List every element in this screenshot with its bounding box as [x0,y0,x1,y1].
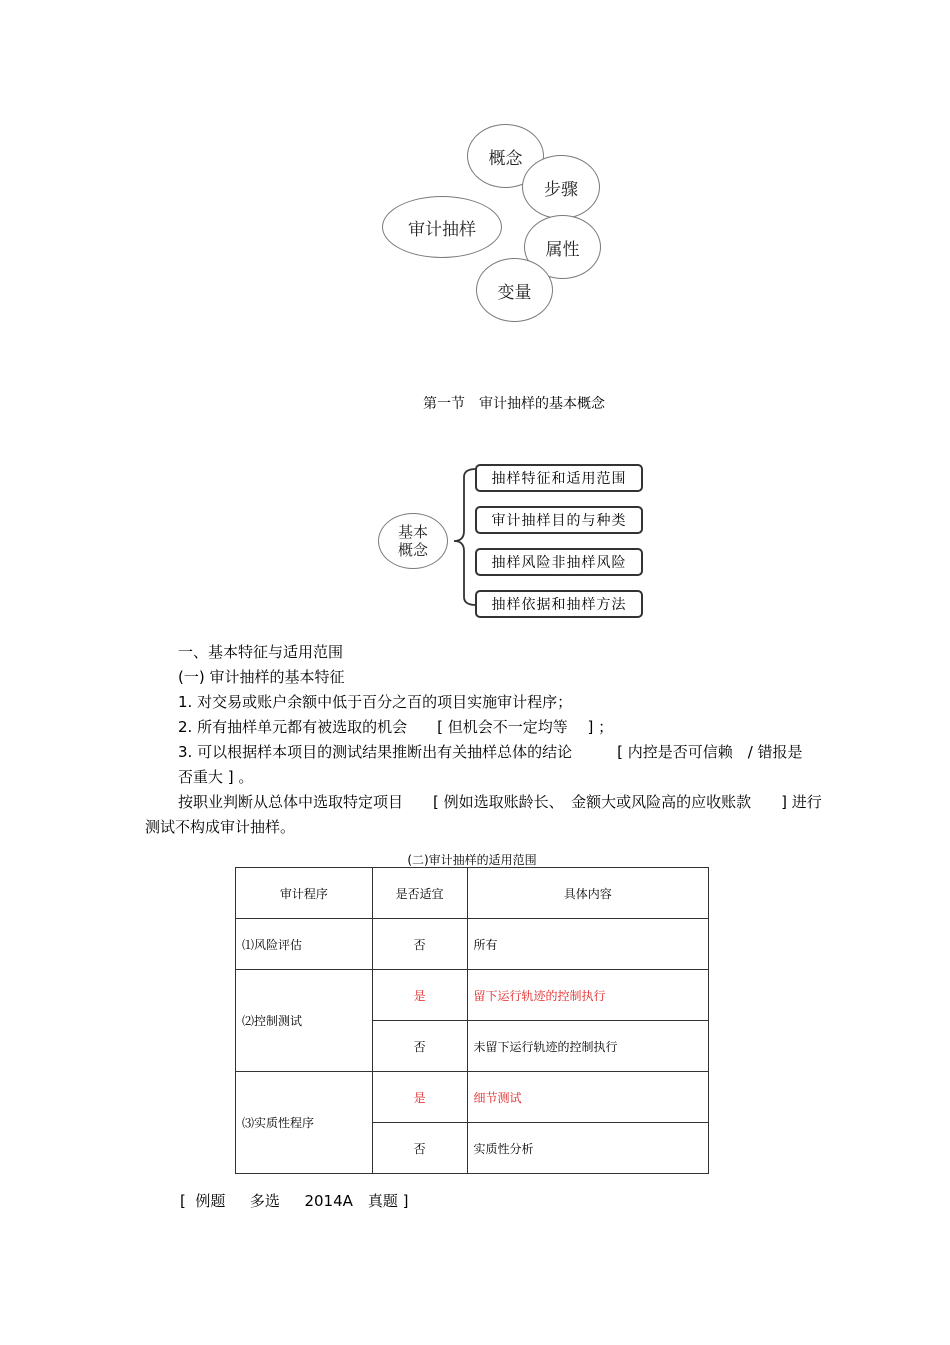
feature-item-3: 3. 可以根据样本项目的测试结果推断出有关抽样总体的结论 [ 内控是否可信赖 / 错报是 [178,743,803,761]
feature-item-2: 2. 所有抽样单元都有被选取的机会 [ 但机会不一定均等 ] ； [178,718,614,736]
cell-suitable: 是 [372,970,467,1021]
example-tag: [ 例题 多选 2014A 真题 ] [180,1192,409,1210]
cell-content: 实质性分析 [467,1123,708,1174]
concept-tree-root-label: 基本概念 [397,523,428,559]
cell-procedure: ⑴风险评估 [236,919,373,970]
cell-content: 留下运行轨迹的控制执行 [467,970,708,1021]
concept-tree-brace [448,465,478,607]
cell-content: 细节测试 [467,1072,708,1123]
sampling-scope-table [235,867,709,1174]
table-row [236,970,709,1021]
section-title: 第一节 审计抽样的基本概念 [423,396,605,412]
cell-procedure: ⑶实质性程序 [236,1072,373,1174]
concept-tree-root [378,513,448,569]
cell-suitable: 是 [372,1072,467,1123]
heading-basic-features: 一、基本特征与适用范围 [178,643,344,661]
heading-audit-sampling-features: (一) 审计抽样的基本特征 [178,668,345,686]
note-paragraph-continued: 测试不构成审计抽样。 [145,818,296,836]
cell-content: 未留下运行轨迹的控制执行 [467,1021,708,1072]
cell-suitable: 否 [372,1123,467,1174]
header-suitable: 是否适宜 [372,868,467,919]
mindmap-center: 审计抽样 [382,196,502,258]
header-procedure: 审计程序 [236,868,373,919]
cell-procedure: ⑵控制测试 [236,970,373,1072]
mindmap-node-concept: 概念 [467,124,544,188]
concept-branch-methods: 抽样依据和抽样方法 [475,590,643,618]
mindmap-node-variable: 变量 [476,258,553,322]
concept-branch-purpose: 审计抽样目的与种类 [475,506,643,534]
concept-branch-features: 抽样特征和适用范围 [475,464,643,492]
cell-content: 所有 [467,919,708,970]
table-caption: (二)审计抽样的适用范围 [407,853,537,867]
table-header-row [236,868,709,919]
feature-item-1: 1. 对交易或账户余额中低于百分之百的项目实施审计程序； [178,693,573,711]
cell-suitable: 否 [372,1021,467,1072]
mindmap-node-steps: 步骤 [522,155,600,219]
feature-item-3-continued: 否重大 ] 。 [178,768,254,786]
cell-suitable: 否 [372,919,467,970]
table-row [236,919,709,970]
concept-branch-risk: 抽样风险非抽样风险 [475,548,643,576]
mindmap-node-attribute: 属性 [524,215,601,279]
header-content: 具体内容 [467,868,708,919]
table-row [236,1072,709,1123]
note-paragraph: 按职业判断从总体中选取特定项目 [ 例如选取账龄长、 金额大或风险高的应收账款 ] 进行 [178,793,822,811]
